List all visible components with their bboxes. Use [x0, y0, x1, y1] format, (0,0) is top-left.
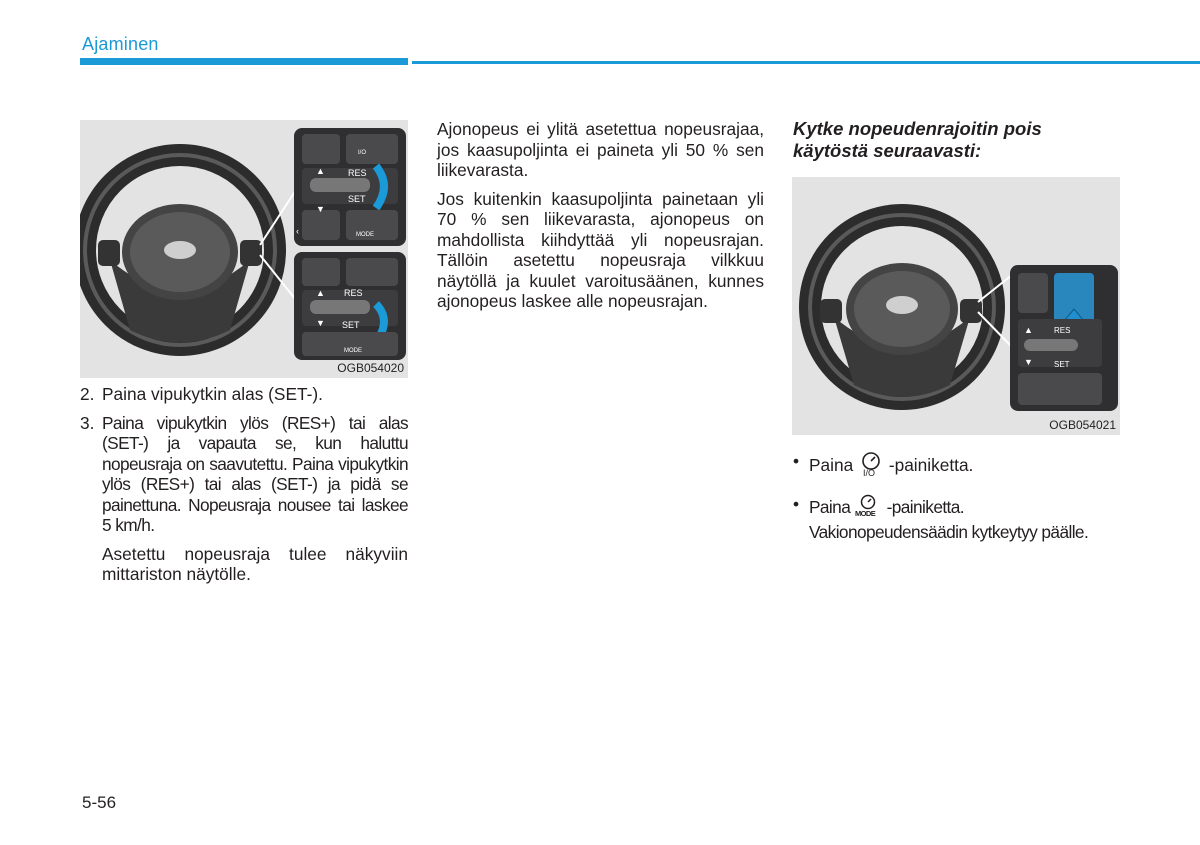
svg-text:MODE: MODE: [855, 508, 876, 518]
panel-bottom-set-label: SET: [342, 320, 360, 330]
panel-top-io-label: I/O: [358, 150, 367, 156]
figure-caption: OGB054020: [337, 361, 404, 375]
list-item: • Paina I/O -painiketta.: [793, 451, 1121, 482]
list-item: [80, 413, 408, 536]
paragraph: Jos kuitenkin kaasupoljinta painetaan yli 70 % sen liikevarasta, ajonopeus on mahdollista kiihdyttää yli nopeusrajan. Tällöin asetettu nopeusraja vilkkuu näytöllä ja kuulet varoitusäänen, kunnes ajonopeus laskee alle nopeusrajan.: [437, 188, 764, 311]
header-rule-thin: [412, 61, 1200, 64]
svg-text:I/O: I/O: [863, 468, 876, 477]
steering-wheel-illustration: [80, 120, 408, 378]
svg-text:▲: ▲: [316, 166, 325, 176]
panel-bottom-res-label: RES: [344, 288, 363, 298]
speed-limiter-icon: [858, 451, 884, 482]
list-text: Paina vipukytkin ylös (RES+) tai alas (SET-) ja vapauta se, kun haluttu nopeusraja on saavutettu. Paina vipukytkin ylös (RES+) tai alas (SET-) ja pidä se painettuna. Nopeusraja nousee tai laskee 5 km/h.: [102, 412, 408, 535]
section-title: Ajaminen: [82, 34, 159, 54]
steering-wheel-illustration-right: [792, 177, 1120, 435]
panel-right-set-label: SET: [1054, 360, 1070, 369]
page-number: 5-56: [82, 793, 117, 812]
list-item: • Paina MODE -painiketta. Vakionopeudensäädin kytkeytyy päälle.: [793, 493, 1089, 542]
mode-button-icon: [854, 494, 882, 523]
header-rule-thick: [80, 58, 408, 65]
bullet-list: [793, 451, 1121, 555]
column-3: [793, 118, 1121, 162]
panel-top-res-label: RES: [348, 168, 367, 178]
bullet-text-post: -painiketta. Vakionopeudensäädin kytkeytyy päälle.: [809, 496, 1089, 542]
bullet-text-pre: Paina: [809, 454, 854, 475]
column-1: [80, 384, 408, 593]
svg-text:▲: ▲: [316, 288, 325, 298]
steering-wheel-figure-set: [80, 120, 408, 378]
list-text: Paina vipukytkin alas (SET-).: [102, 384, 323, 404]
figure-caption: OGB054021: [1049, 418, 1116, 432]
svg-text:▼: ▼: [1024, 357, 1033, 367]
list-number: 3.: [80, 412, 95, 433]
svg-text:▲: ▲: [1024, 325, 1033, 335]
svg-text:▼: ▼: [316, 318, 325, 328]
control-panel-top: [294, 128, 406, 246]
panel-top-set-label: SET: [348, 194, 366, 204]
section-heading: Kytke nopeudenrajoitin pois käytöstä seuraavasti:: [793, 118, 1042, 161]
brand-logo-icon: [886, 296, 918, 314]
bullet-text-post: -painiketta.: [888, 454, 974, 475]
svg-text:‹: ‹: [296, 226, 299, 236]
paragraph: Ajonopeus ei ylitä asetettua nopeusrajaa, jos kaasupoljinta ei paineta yli 50 % sen liikevarasta.: [437, 119, 764, 180]
panel-bottom-mode-label: MODE: [344, 348, 362, 354]
panel-top-mode-label: MODE: [356, 232, 374, 238]
list-number: 2.: [80, 384, 95, 404]
list-item: [80, 384, 408, 405]
bullet-text-pre: Paina: [809, 496, 851, 517]
control-panel-bottom: [294, 252, 406, 360]
list-note: Asetettu nopeusraja tulee näkyviin mittariston näytölle.: [102, 543, 408, 584]
panel-right-res-label: RES: [1054, 326, 1071, 335]
control-panel-right: [1010, 265, 1118, 411]
svg-text:▼: ▼: [316, 204, 325, 214]
column-2: [437, 119, 764, 320]
steering-wheel-figure-mode: [792, 177, 1120, 435]
brand-logo-icon: [164, 241, 196, 259]
